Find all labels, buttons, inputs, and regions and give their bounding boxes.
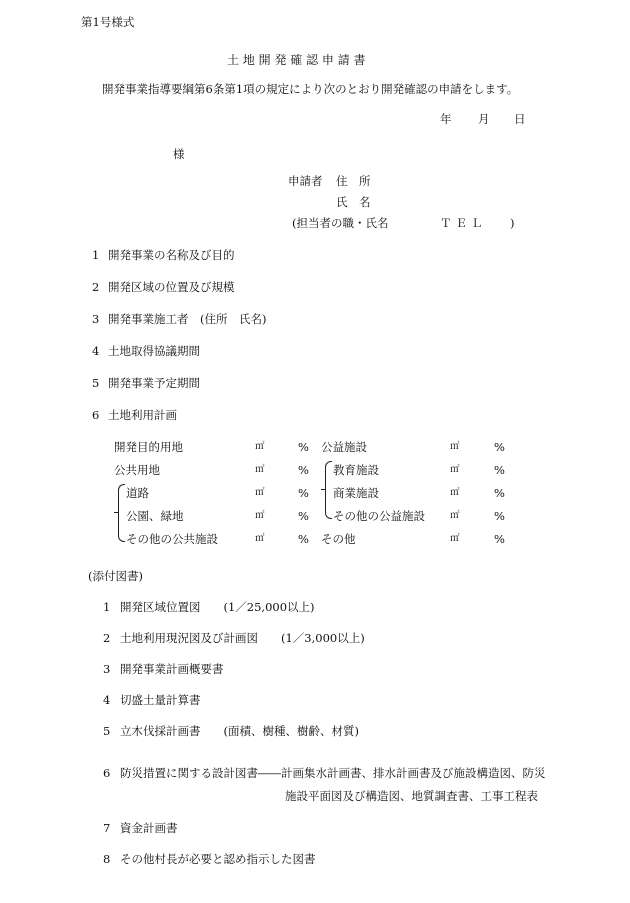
item-text: 土地利用計画 bbox=[108, 408, 177, 422]
item-text: 開発区域の位置及び規模 bbox=[108, 280, 235, 294]
attachment-number: 7 bbox=[103, 821, 111, 835]
intro-text: 開発事業指導要綱第6条第1項の規定により次のとおり開発確認の申請をします。 bbox=[102, 82, 519, 96]
applicant-address-label: 住 所 bbox=[336, 174, 371, 188]
date-day: 日 bbox=[514, 112, 526, 126]
land-use-left-label: その他の公共施設 bbox=[126, 532, 218, 546]
attachment-text: 切盛土量計算書 bbox=[120, 693, 201, 707]
unit-area: ㎡ bbox=[450, 464, 460, 475]
unit-area: ㎡ bbox=[450, 441, 460, 452]
right-brace-tip bbox=[321, 489, 325, 490]
form-number: 第1号様式 bbox=[81, 15, 135, 29]
right-brace bbox=[325, 461, 332, 519]
unit-area: ㎡ bbox=[255, 441, 265, 452]
item-text: 開発事業施工者 (住所 氏名) bbox=[108, 312, 267, 326]
attachment-number: 2 bbox=[103, 631, 111, 645]
unit-percent: % bbox=[494, 486, 505, 500]
item-number: 3 bbox=[92, 312, 100, 326]
applicant-tel: ＴＥＬ bbox=[440, 216, 487, 230]
item-text: 土地取得協議期間 bbox=[108, 344, 200, 358]
attachment-text: 開発区域位置図 (1／25,000以上) bbox=[120, 600, 315, 614]
unit-area: ㎡ bbox=[450, 510, 460, 521]
land-use-right-label: 商業施設 bbox=[333, 486, 379, 500]
item-number: 2 bbox=[92, 280, 100, 294]
attachment-text: 開発事業計画概要書 bbox=[120, 662, 224, 676]
applicant-close: ) bbox=[510, 216, 515, 230]
attachment-text: その他村長が必要と認め指示した図書 bbox=[120, 852, 316, 866]
page-title: 土 地 開 発 確 認 申 請 書 bbox=[227, 53, 366, 67]
attachment-number: 1 bbox=[103, 600, 111, 614]
attachments-heading: (添付図書) bbox=[88, 569, 143, 583]
date-year: 年 bbox=[440, 112, 452, 126]
left-brace-tip bbox=[114, 512, 118, 513]
addressee: 様 bbox=[173, 147, 185, 161]
item-number: 1 bbox=[92, 248, 100, 262]
unit-percent: % bbox=[298, 440, 309, 454]
date-month: 月 bbox=[478, 112, 490, 126]
applicant-name-label: 氏 名 bbox=[336, 195, 371, 209]
attachment-number: 5 bbox=[103, 724, 111, 738]
item-text: 開発事業の名称及び目的 bbox=[108, 248, 235, 262]
attachment-text: 資金計画書 bbox=[120, 821, 178, 835]
attachment-number: 8 bbox=[103, 852, 111, 866]
item-number: 5 bbox=[92, 376, 100, 390]
land-use-right-label: その他 bbox=[321, 532, 356, 546]
unit-percent: % bbox=[298, 509, 309, 523]
unit-area: ㎡ bbox=[255, 510, 265, 521]
applicant-contact: (担当者の職・氏名 bbox=[292, 216, 389, 230]
unit-percent: % bbox=[298, 486, 309, 500]
attachment-number: 6 bbox=[103, 766, 111, 780]
item-number: 4 bbox=[92, 344, 100, 358]
land-use-right-label: その他の公益施設 bbox=[333, 509, 425, 523]
unit-percent: % bbox=[494, 532, 505, 546]
left-brace bbox=[118, 484, 125, 542]
unit-percent: % bbox=[494, 509, 505, 523]
unit-area: ㎡ bbox=[255, 487, 265, 498]
attachment-text: 防災措置に関する設計図書――計画集水計画書、排水計画書及び施設構造図、防災 bbox=[120, 766, 546, 780]
item-text: 開発事業予定期間 bbox=[108, 376, 200, 390]
land-use-left-label: 道路 bbox=[126, 486, 149, 500]
unit-area: ㎡ bbox=[255, 533, 265, 544]
unit-percent: % bbox=[494, 463, 505, 477]
attachment-text: 立木伐採計画書 (面積、樹種、樹齢、材質) bbox=[120, 724, 359, 738]
attachment-text: 土地利用現況図及び計画図 (1／3,000以上) bbox=[120, 631, 365, 645]
unit-area: ㎡ bbox=[255, 464, 265, 475]
unit-percent: % bbox=[298, 463, 309, 477]
attachment-number: 3 bbox=[103, 662, 111, 676]
applicant-label: 申請者 bbox=[288, 174, 323, 188]
land-use-left-label: 公共用地 bbox=[114, 463, 160, 477]
attachment-number: 4 bbox=[103, 693, 111, 707]
land-use-right-label: 教育施設 bbox=[333, 463, 379, 477]
attachment-text-continued: 施設平面図及び構造図、地質調査書、工事工程表 bbox=[285, 789, 538, 803]
unit-area: ㎡ bbox=[450, 533, 460, 544]
land-use-left-label: 公園、緑地 bbox=[126, 509, 184, 523]
land-use-right-label: 公益施設 bbox=[321, 440, 367, 454]
unit-percent: % bbox=[494, 440, 505, 454]
unit-area: ㎡ bbox=[450, 487, 460, 498]
unit-percent: % bbox=[298, 532, 309, 546]
item-number: 6 bbox=[92, 408, 100, 422]
land-use-left-label: 開発目的用地 bbox=[114, 440, 183, 454]
